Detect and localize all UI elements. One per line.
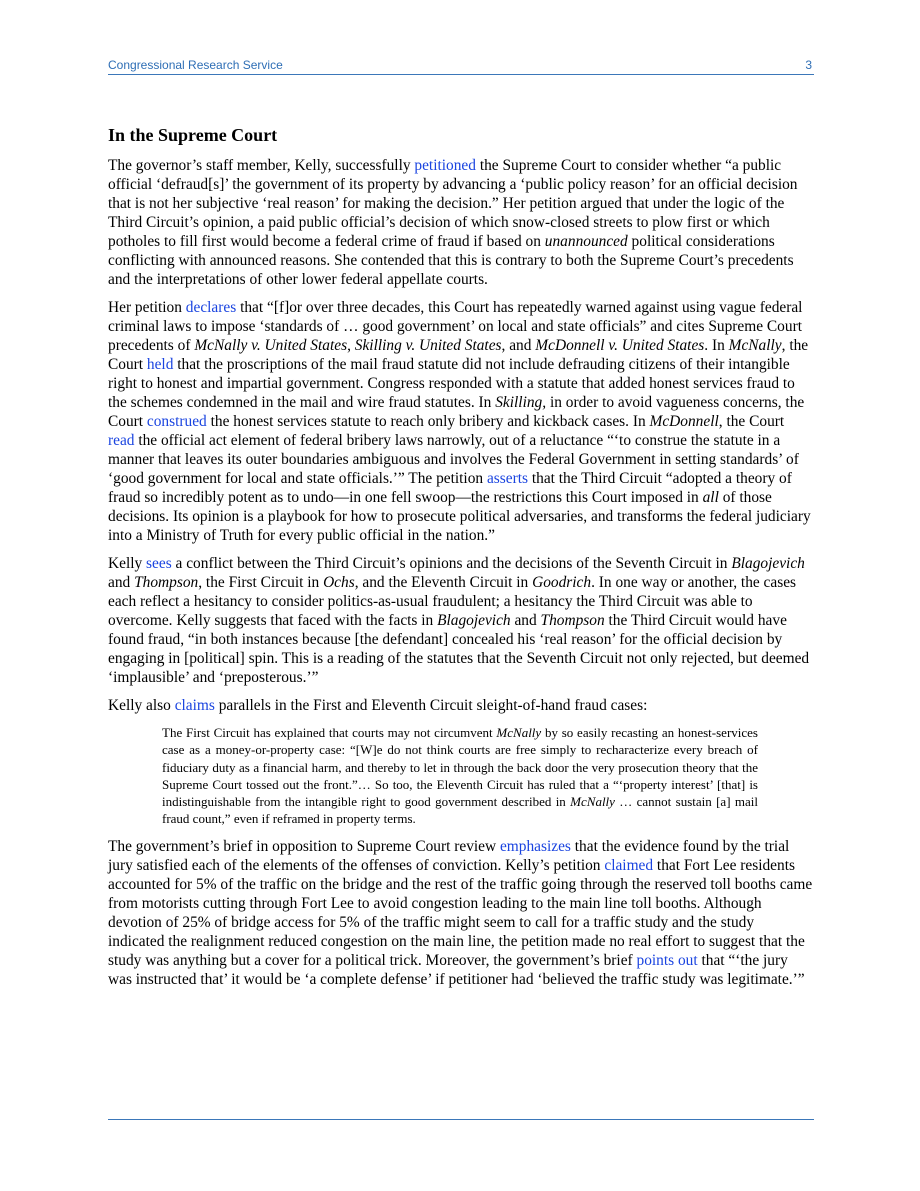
header-org: Congressional Research Service xyxy=(108,58,283,72)
text: that “‘the jury was instructed that’ it would be ‘a complete defense’ if petitioner had ‘believed the traffic study was legitimate.’” xyxy=(108,951,805,988)
text: , xyxy=(347,337,355,354)
text: that the proscriptions of the mail fraud statute did not include defrauding citizens of their intangible right to honest and impartial government. Congress responded with a statute that added honest services fraud to the schemes condemned in the mail and wire fraud statutes. In xyxy=(108,356,795,411)
text: that Fort Lee residents accounted for 5% of the traffic on the bridge and the rest of the traffic going through the reserved toll booths came from motorists cutting through Fort Lee to avoid congestion leading to the main line toll booths. Although devotion of 25% of bridge access for 5% of the traffic might seem to call for a traffic study and the study indicated the realignment reduced congestion on the main line, the petition made no real effort to suggest that the study was anything but a cover for a political trick. Moreover, the government’s brief xyxy=(108,856,813,969)
text: and xyxy=(510,612,541,629)
emphasis: all xyxy=(702,489,719,506)
case-name: McDonnell xyxy=(649,413,719,430)
text: of those decisions. Its opinion is a playbook for how to prosecute political adversaries, and transforms the federal judiciary into a Ministry of Truth for every public official in the nation.” xyxy=(108,489,811,544)
case-name: Blagojevich xyxy=(437,612,511,629)
case-name: McNally xyxy=(496,725,542,740)
text: , and xyxy=(501,337,536,354)
text: a conflict between the Third Circuit’s opinions and the decisions of the Seventh Circuit in xyxy=(171,555,732,572)
link-emphasizes[interactable]: emphasizes xyxy=(499,837,571,855)
link-held[interactable]: held xyxy=(146,356,174,373)
footer-rule xyxy=(108,1119,814,1120)
text: and xyxy=(108,574,135,591)
link-sees[interactable]: sees xyxy=(146,555,172,572)
text: the honest services statute to reach only bribery and kickback cases. In xyxy=(206,413,650,430)
case-name: Thompson xyxy=(134,574,199,591)
paragraph-2 xyxy=(108,298,814,545)
text: political considerations conflicting with announced reasons. She contended that this is contrary to both the Supreme Court’s precedents and the interpretations of other lower federal appellate courts. xyxy=(108,233,794,288)
paragraph-1 xyxy=(108,156,814,289)
text: … cannot sustain [a] mail fraud count,” even if reframed in property terms. xyxy=(162,794,758,827)
text: , the Court xyxy=(718,413,785,430)
text: by so easily recasting an honest-services case as a money-or-property case: “[W]e do not think courts are free simply to recharacterize every breach of fiduciary duty as a financial harm, and thereby to let in through the back door the very prosecution theory that the Supreme Court tossed out the front.”… So too, the Eleventh Circuit has ruled that a “‘property interest’ [that] is indistinguishable from the intangible right to good government described in xyxy=(162,725,758,810)
emphasis: unannounced xyxy=(544,233,628,250)
case-name: Ochs xyxy=(323,574,355,591)
case-name: Skilling v. United States xyxy=(354,337,502,354)
text: The government’s brief in opposition to Supreme Court review xyxy=(108,837,500,855)
link-declares[interactable]: declares xyxy=(185,299,237,316)
text: that “[f]or over three decades, this Court has repeatedly warned against using vague federal criminal laws to impose ‘standards of … good government’ on local and state officials” and cites Supreme Court precedents of xyxy=(108,299,803,354)
case-name: Skilling, xyxy=(495,394,547,411)
text: . In one way or another, the cases each reflect a hesitancy to consider politics-as-usual fraudulent; a hesitancy the Third Circuit was able to overcome. Kelly suggests that faced with the facts in xyxy=(108,574,797,629)
text: The First Circuit has explained that courts may not circumvent xyxy=(162,725,497,740)
text: the official act element of federal bribery laws narrowly, out of a reluctance “‘to construe the statute in a manner that leaves its outer boundaries ambiguous and involves the Federal Government in setting standards’ of ‘good government for local and state officials.’” The petition xyxy=(108,432,799,487)
text: Her petition xyxy=(108,299,186,316)
text: . In xyxy=(704,337,729,354)
page-header xyxy=(108,58,814,75)
case-name: McNally xyxy=(570,794,615,810)
text: , the Court xyxy=(108,337,809,373)
link-read[interactable]: read xyxy=(108,432,135,449)
document-body xyxy=(108,124,814,998)
text: parallels in the First and Eleventh Circuit sleight-of-hand fraud cases: xyxy=(214,697,648,714)
link-construed[interactable]: construed xyxy=(146,413,207,430)
case-name: Goodrich xyxy=(532,574,592,591)
text: that the evidence found by the trial jury satisfied each of the elements of the offenses of conviction. Kelly’s petition xyxy=(108,837,790,874)
page-number: 3 xyxy=(805,58,812,72)
text: The governor’s staff member, Kelly, successfully xyxy=(108,157,415,174)
section-title: In the Supreme Court xyxy=(108,125,278,145)
text: the Supreme Court to consider whether “a public official ‘defraud[s]’ the government of its property by advancing a ‘public policy reason’ for an official decision that is not her subjective ‘real reason’ for making the decision.” Her petition argued that under the logic of the Third Circuit’s opinion, a paid public official’s decision of which snow-closed streets to plow first or which potholes to fill first would become a federal crime of fraud if based on xyxy=(108,157,798,250)
link-claims[interactable]: claims xyxy=(174,697,215,714)
case-name: McNally xyxy=(728,337,782,354)
link-points-out[interactable]: points out xyxy=(636,951,698,969)
text: that the Third Circuit “adopted a theory of fraud so incredibly potent as to undo—in one fell swoop—the restrictions this Court imposed in xyxy=(108,470,792,506)
paragraph-3 xyxy=(108,554,814,687)
case-name: Blagojevich xyxy=(731,555,805,572)
block-quote xyxy=(162,724,758,828)
link-claimed[interactable]: claimed xyxy=(604,856,654,874)
link-petitioned[interactable]: petitioned xyxy=(414,157,476,174)
text: , the First Circuit in xyxy=(198,574,324,591)
case-name: McNally v. United States xyxy=(194,337,348,354)
text: the Third Circuit would have found fraud, “in both instances because [the defendant] concealed his ‘real reason’ for the official decision by engaging in [political] spin. This is a reading of the statutes that the Seventh Circuit not only rejected, but deemed ‘implausible’ and ‘preposterous.’” xyxy=(108,612,810,686)
text: in order to avoid vagueness concerns, the Court xyxy=(108,394,805,430)
text: , and the Eleventh Circuit in xyxy=(354,574,533,591)
case-name: Thompson xyxy=(540,612,605,629)
paragraph-5 xyxy=(108,837,814,989)
text: Kelly also xyxy=(108,697,175,714)
case-name: McDonnell v. United States xyxy=(535,337,705,354)
link-asserts[interactable]: asserts xyxy=(486,470,528,487)
text: Kelly xyxy=(108,555,147,572)
paragraph-4 xyxy=(108,696,814,715)
